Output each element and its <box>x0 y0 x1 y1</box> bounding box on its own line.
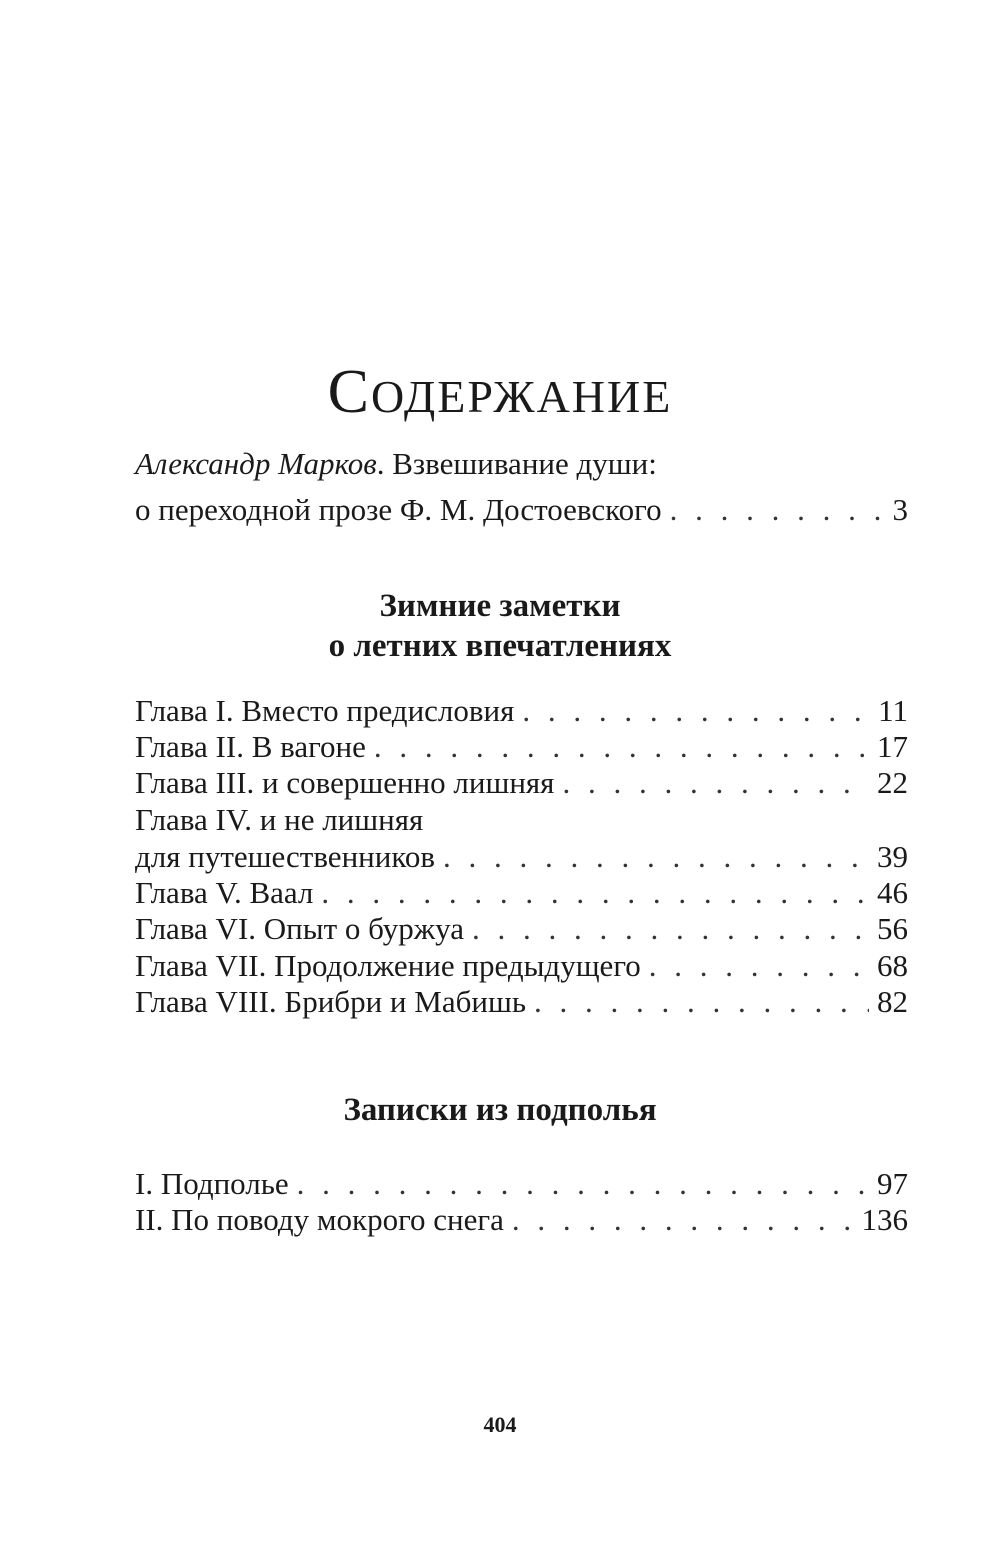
author-name: Александр Марков <box>135 446 377 481</box>
toc-entry-label: Глава II. В вагоне <box>135 729 366 764</box>
toc-entry <box>135 839 908 875</box>
toc-entry-label <box>135 446 657 482</box>
intro-title-part1: . Взвешивание души: <box>376 446 657 481</box>
toc-entry-page: 17 <box>877 729 908 764</box>
toc-entry-intro-line2 <box>135 492 908 528</box>
toc-entry-page: 97 <box>877 1166 908 1201</box>
toc-entry <box>135 875 908 911</box>
page-title <box>0 357 1000 428</box>
toc-entry-page: 39 <box>877 839 908 874</box>
toc-entry-page: 46 <box>877 875 908 910</box>
toc-entry <box>135 984 908 1020</box>
toc-entry <box>135 765 908 801</box>
leader-dots <box>472 911 869 947</box>
toc-entry <box>135 911 908 947</box>
toc-entry <box>135 802 908 838</box>
title-rest: ОДЕРЖАНИЕ <box>371 370 673 422</box>
toc-entry-label: II. По поводу мокрого снега <box>135 1202 504 1237</box>
toc-entry-page: 82 <box>877 984 908 1019</box>
leader-dots <box>562 765 869 801</box>
toc-entry-page: 11 <box>878 693 908 728</box>
leader-dots <box>321 875 869 911</box>
toc-entry-label: Глава I. Вместо предисловия <box>135 693 515 728</box>
page-number: 404 <box>483 1412 517 1437</box>
toc-entry-page: 68 <box>877 948 908 983</box>
toc-entry-page: 3 <box>892 492 908 527</box>
toc-entry-page: 22 <box>877 765 908 800</box>
toc-entry-label: для путешественников <box>135 839 435 874</box>
toc-entry-label: Глава IV. и не лишняя <box>135 802 424 837</box>
leader-dots <box>443 839 869 875</box>
toc-entry-page: 56 <box>877 911 908 946</box>
section-heading-line1: Записки из подполья <box>343 1092 657 1128</box>
leader-dots <box>522 693 870 729</box>
toc-entry <box>135 729 908 765</box>
toc-entry-label: Глава VIII. Брибри и Мабишь <box>135 984 526 1019</box>
toc-entry-label: I. Подполье <box>135 1166 289 1201</box>
toc-entry-label: о переходной прозе Ф. М. Достоевского <box>135 492 662 527</box>
section-heading-notes-from-underground <box>0 1090 1000 1130</box>
leader-dots <box>670 492 885 528</box>
section-heading-line1: Зимние заметки <box>379 588 621 624</box>
leader-dots <box>374 729 869 765</box>
toc-entry-label: Глава VII. Продолжение предыдущего <box>135 948 641 983</box>
leader-dots <box>534 984 869 1020</box>
toc-entry-label: Глава III. и совершенно лишняя <box>135 765 555 800</box>
toc-entry <box>135 1202 908 1238</box>
toc-entry <box>135 1166 908 1202</box>
toc-entry <box>135 693 908 729</box>
toc-entry <box>135 948 908 984</box>
leader-dots <box>512 1202 854 1238</box>
title-initial: С <box>327 357 371 426</box>
leader-dots <box>297 1166 869 1202</box>
leader-dots <box>649 948 869 984</box>
section-heading-line2: о летних впечатлениях <box>328 628 672 664</box>
toc-entry-page: 136 <box>861 1202 908 1237</box>
toc-entry-intro-line1 <box>135 446 908 482</box>
toc-entry-label: Глава VI. Опыт о буржуа <box>135 911 464 946</box>
toc-entry-label: Глава V. Ваал <box>135 875 314 910</box>
section-heading-winter-notes <box>0 586 1000 666</box>
